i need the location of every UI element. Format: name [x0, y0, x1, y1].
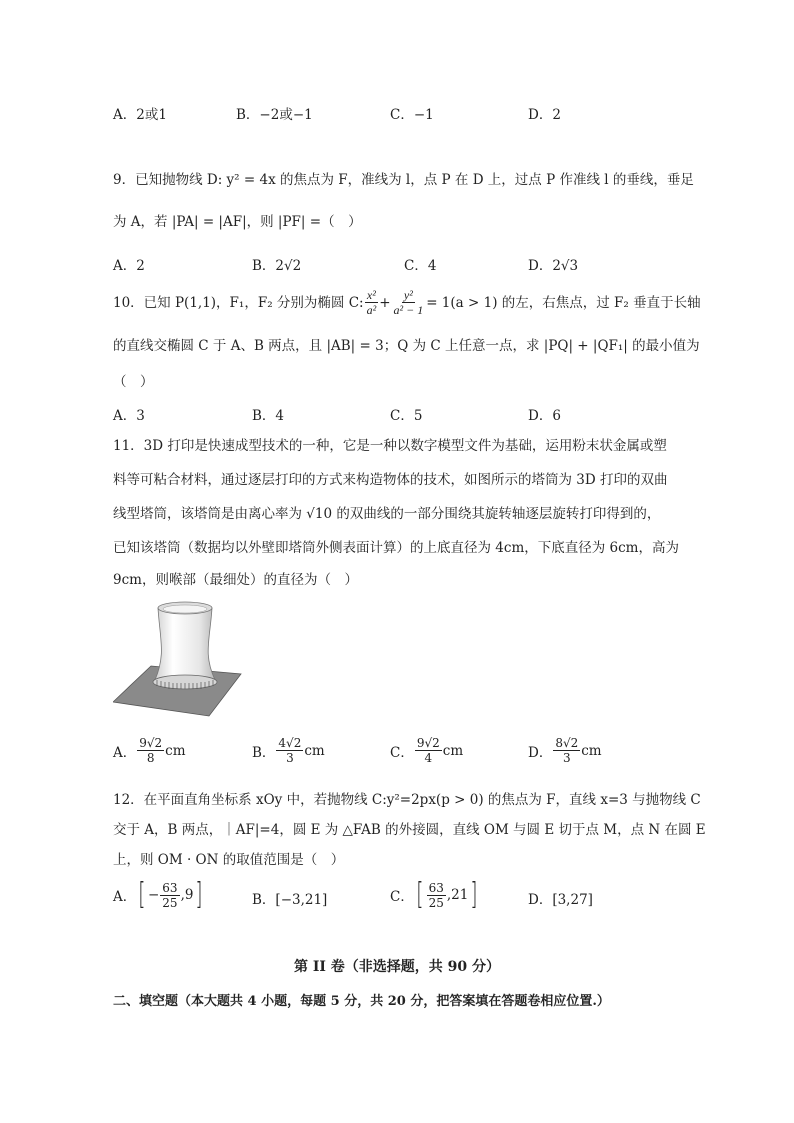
q12-line-3: 上，则 OM · ON 的取值范围是（ ） — [113, 852, 345, 868]
q12-line-1: 12．在平面直角坐标系 xOy 中，若抛物线 C:y²=2px(p > 0) 的焦点为 F，直线 x=3 与抛物线 C — [113, 792, 701, 808]
section-2-title: 第 II 卷（非选择题，共 90 分） — [293, 959, 501, 975]
q9-line-1: 9．已知抛物线 D: y² = 4x 的焦点为 F，准线为 l，点 P 在 D 上，过点 P 作准线 l 的垂线，垂足 — [113, 172, 694, 188]
q9-option-a: A．2 — [113, 258, 145, 274]
q10-option-a: A．3 — [113, 408, 145, 424]
q11-option-a: A． $\frac{9√2}{8}$ cm — [113, 736, 186, 765]
q10-line-3: （ ） — [113, 374, 154, 390]
q11-line-3: 线型塔筒，该塔筒是由离心率为 √10 的双曲线的一部分围绕其旋转轴逐层旋转打印得到的， — [113, 506, 661, 522]
q8-option-c: C．−1 — [390, 107, 434, 123]
q9-option-d: D．2√3 — [528, 258, 579, 274]
q11-line-4: 已知该塔筒（数据均以外壁即塔筒外侧表面计算）的上底直径为 4cm，下底直径为 6cm，高为 — [113, 540, 679, 556]
q8-option-d: D．2 — [528, 107, 561, 123]
q9-option-c: C．4 — [404, 258, 437, 274]
tower-body — [155, 608, 215, 680]
q12-option-b: B．[−3,21] — [252, 892, 328, 908]
tower-figure — [113, 600, 243, 718]
q11-line-2: 料等可粘合材料，通过逐层打印的方式来构造物体的技术，如图所示的塔筒为 3D 打印的双曲 — [113, 472, 668, 488]
q8-option-b: B．−2或−1 — [236, 107, 313, 123]
q9-option-b: B．2√2 — [252, 258, 302, 274]
q10-option-b: B．4 — [252, 408, 285, 424]
section-2-subtitle: 二、填空题（本大题共 4 小题，每题 5 分，共 20 分，把答案填在答题卷相应位置.） — [113, 994, 610, 1009]
q10-line-2: 的直线交椭圆 C 于 A、B 两点，且 |AB| = 3；Q 为 C 上任意一点，求 |PQ| + |QF₁| 的最小值为 — [113, 338, 700, 354]
q12-line-2: 交于 A，B 两点，｜AF|=4，圆 E 为 △FAB 的外接圆，直线 OM 与圆 E 切于点 M，点 N 在圆 E — [113, 822, 706, 838]
q10-option-c: C．5 — [390, 408, 423, 424]
q11-option-b: B． $\frac{4√2}{3}$ cm — [252, 736, 325, 765]
tower-top-inner — [163, 605, 207, 613]
q12-option-a: A． [ − $\frac{63}{25}$ ,9 ] — [113, 877, 203, 912]
q12-option-d: D．[3,27] — [528, 892, 593, 908]
q10-option-d: D．6 — [528, 408, 561, 424]
q11-line-1: 11．3D 打印是快速成型技术的一种，它是一种以数字模型文件为基础，运用粉末状金属或塑 — [113, 438, 667, 454]
q11-option-c: C． $\frac{9√2}{4}$ cm — [390, 736, 464, 765]
q9-line-2: 为 A，若 |PA| = |AF|，则 |PF| =（ ） — [113, 214, 362, 230]
q11-option-d: D． $\frac{8√2}{3}$ cm — [528, 736, 602, 765]
q8-option-a: A．2或1 — [113, 107, 167, 123]
q12-option-c: C． [ $\frac{63}{25}$ ,21 ] — [390, 877, 478, 912]
q10-line-1: 10．已知 P(1,1)，F₁，F₂ 分别为椭圆 C: $\frac{\text{x²}}{\text{a²}}$ + $\frac{\text{y²}}{\text{a² − 1}}$ = 1(a > 1) 的左，右焦点，过 F₂ 垂直于长轴 — [113, 288, 701, 317]
q11-line-5: 9cm，则喉部（最细处）的直径为（ ） — [113, 572, 358, 588]
